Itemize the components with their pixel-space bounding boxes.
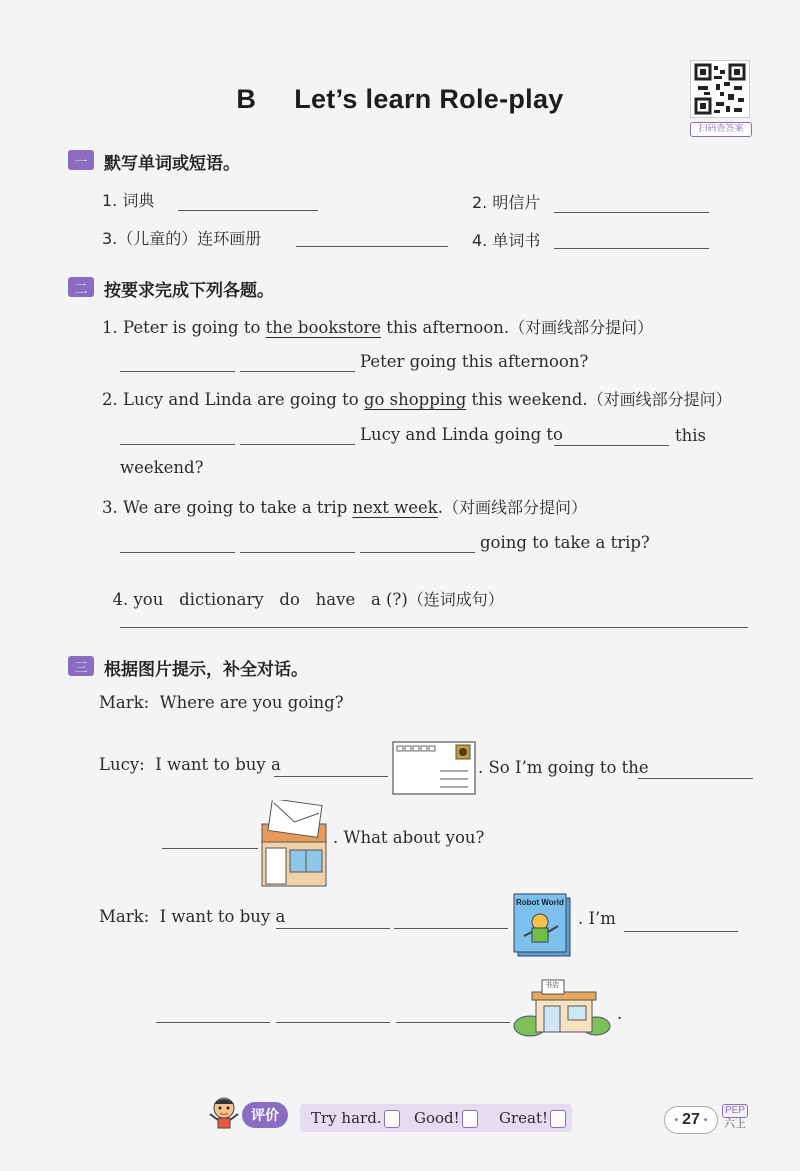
- s3-blank-book-2[interactable]: [394, 928, 508, 929]
- s2-q3-answer-tail: going to take a trip?: [480, 533, 650, 552]
- postcard-icon: [392, 741, 476, 795]
- s2-q1-post: this afternoon.: [381, 318, 510, 337]
- s2-q1-blank-1[interactable]: [120, 371, 235, 372]
- s2-q2-underlined: go shopping: [363, 390, 467, 409]
- s2-q1-blank-2[interactable]: [240, 371, 355, 372]
- s3-line-1: Mark: Where are you going?: [99, 693, 344, 712]
- s3-blank-last-2[interactable]: [276, 1022, 390, 1023]
- eval-option-great[interactable]: [499, 1109, 566, 1128]
- s3-blank-postcard[interactable]: [274, 776, 388, 777]
- s2-q2-pre: 2. Lucy and Linda are going to: [102, 390, 364, 409]
- s2-q2-answer-end: this: [675, 426, 707, 445]
- s1-item-2: 2. 明信片: [472, 193, 541, 212]
- s3-line-4-pre: Mark: I want to buy a: [99, 907, 286, 926]
- checkbox[interactable]: [550, 1110, 566, 1128]
- eval-option-good[interactable]: [414, 1109, 478, 1128]
- checkbox[interactable]: [384, 1110, 400, 1128]
- section-2-badge: 二: [68, 277, 94, 297]
- s3-line-2-pre: Lucy: I want to buy a: [99, 755, 281, 774]
- section-2-heading: 按要求完成下列各题。: [104, 281, 274, 301]
- s2-q3-underlined: next week: [352, 498, 438, 517]
- bookstore-icon: [512, 976, 612, 1038]
- s2-q1: [102, 315, 653, 338]
- grade: 六上: [724, 1117, 746, 1130]
- s3-blank-place-2[interactable]: [162, 848, 258, 849]
- s1-blank-1[interactable]: [178, 210, 318, 211]
- s2-q2: [102, 387, 732, 410]
- s3-blank-last-3[interactable]: [396, 1022, 510, 1023]
- s2-q1-pre: 1. Peter is going to: [102, 318, 266, 337]
- section-3-badge: 三: [68, 656, 94, 676]
- s2-q2-answer-mid: Lucy and Linda going to: [360, 425, 563, 444]
- eval-option-try-hard[interactable]: [311, 1109, 400, 1128]
- s3-blank-place-1[interactable]: [638, 778, 753, 779]
- s2-q4-words: 4. you dictionary do have a (?): [112, 590, 408, 609]
- dot-icon: •: [674, 1114, 679, 1126]
- s2-q3-blank-3[interactable]: [360, 552, 475, 553]
- s3-blank-book-1[interactable]: [276, 928, 390, 929]
- title-text: Let’s learn Role-play: [294, 84, 564, 114]
- page-number-value: 27: [682, 1111, 700, 1128]
- checkbox[interactable]: [462, 1110, 478, 1128]
- evaluation-label: 评价: [242, 1102, 288, 1128]
- s2-q1-underlined: the bookstore: [265, 318, 382, 337]
- page-number: [664, 1106, 718, 1134]
- book-title: Robot World: [516, 898, 564, 907]
- s2-q3: [102, 495, 587, 518]
- s1-blank-2[interactable]: [554, 212, 709, 213]
- s3-end-dot: .: [617, 1004, 623, 1023]
- s1-blank-3[interactable]: [296, 246, 448, 247]
- eval-option-label: Great!: [499, 1109, 549, 1127]
- s3-blank-last-1[interactable]: [156, 1022, 270, 1023]
- s2-q2-blank-1[interactable]: [120, 444, 235, 445]
- s2-q1-note: （对画线部分提问）: [509, 318, 654, 337]
- s2-q4-blank[interactable]: [120, 627, 748, 628]
- s3-line-2-mid: . So I’m going to the: [478, 758, 649, 777]
- title-letter: B: [236, 84, 257, 114]
- s2-q4: [102, 568, 504, 610]
- eval-option-label: Try hard.: [311, 1109, 382, 1127]
- page-title: [0, 84, 800, 115]
- s1-item-1: 1. 词典: [102, 191, 155, 210]
- s2-q2-note: （对画线部分提问）: [587, 390, 732, 409]
- s3-line-3-tail: . What about you?: [333, 828, 485, 847]
- s1-item-3: 3.（儿童的）连环画册: [102, 229, 262, 248]
- section-3-heading: 根据图片提示，补全对话。: [104, 660, 308, 680]
- edition-label: [722, 1104, 748, 1130]
- s2-q3-post: .: [437, 498, 444, 517]
- s1-item-4: 4. 单词书: [472, 231, 541, 250]
- section-1-badge: 一: [68, 150, 94, 170]
- s2-q2-continuation: weekend?: [120, 458, 204, 477]
- s2-q2-blank-2[interactable]: [240, 444, 355, 445]
- s2-q2-post: this weekend.: [466, 390, 588, 409]
- qr-caption: 扫码查答案: [690, 122, 752, 137]
- s2-q3-blank-2[interactable]: [240, 552, 355, 553]
- s2-q3-blank-1[interactable]: [120, 552, 235, 553]
- edition: PEP: [722, 1104, 748, 1118]
- dot-icon: •: [703, 1114, 708, 1126]
- s3-blank-im[interactable]: [624, 931, 738, 932]
- section-1-heading: 默写单词或短语。: [104, 154, 240, 174]
- bookstore-sign: 书店: [545, 981, 559, 989]
- eval-option-label: Good!: [414, 1109, 460, 1127]
- s3-line-4-tail: . I’m: [578, 909, 616, 928]
- post-office-icon: [260, 800, 328, 888]
- qr-code[interactable]: [690, 60, 750, 132]
- s2-q3-pre: 3. We are going to take a trip: [102, 498, 353, 517]
- s2-q2-blank-3[interactable]: [554, 445, 669, 446]
- qr-code-icon: [690, 60, 750, 118]
- s2-q4-note: （连词成句）: [407, 590, 504, 609]
- mascot-icon: [206, 1094, 242, 1134]
- s2-q3-note: （对画线部分提问）: [443, 498, 588, 517]
- s2-q1-answer-tail: Peter going this afternoon?: [360, 352, 589, 371]
- s1-blank-4[interactable]: [554, 248, 709, 249]
